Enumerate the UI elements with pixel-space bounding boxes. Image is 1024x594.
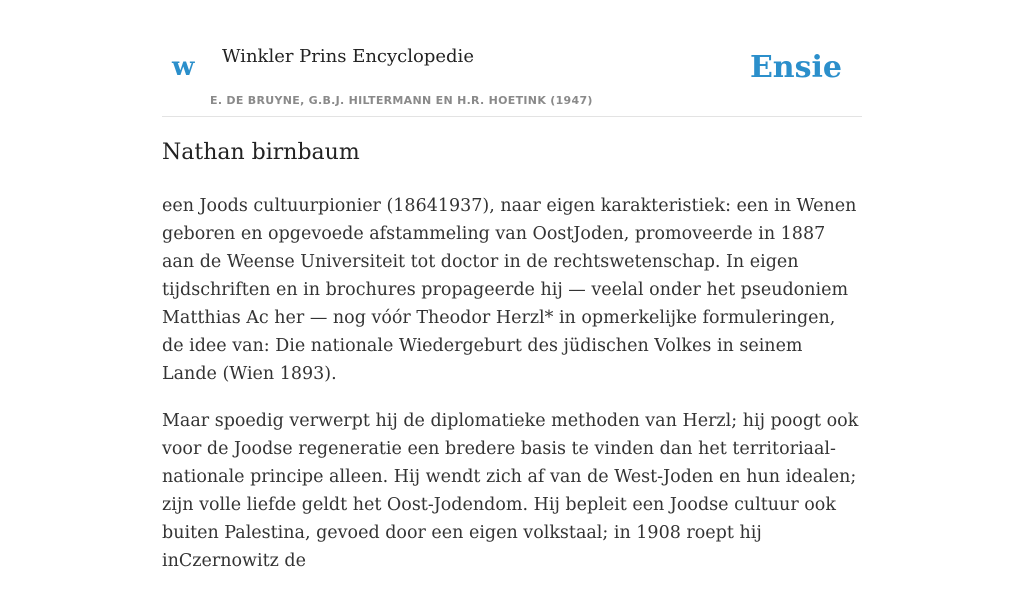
site-title[interactable]: Winkler Prins Encyclopedie [222,46,474,67]
article-title: Nathan birnbaum [162,140,360,165]
page [162,0,862,571]
site-header [162,0,862,117]
article-paragraph: een Joods cultuurpionier (18641937), naar eigen karakteristiek: een in Wenen geboren en opgevoede afstammeling van OostJoden, promoveerde in 1887 aan de Weense Universiteit tot doctor in de rechtswetenschap. In eigen tijdschriften en in brochures propageerde hij — veelal onder het pseudoniem Matthias Ac her — nog vóór Theodor Herzl* in opmerkelijke formuleringen, de idee van: Die nationale Wiedergeburt des jüdischen Volkes in seinem Lande (Wien 1893). [162,196,857,384]
article-paragraph: Maar spoedig verwerpt hij de diplomatieke methoden van Herzl; hij poogt ook voor de Joodse regeneratie een bredere basis te vinden dan het territoriaal-nationale principe alleen. Hij wendt zich af van de West-Joden en hun idealen; zijn volle liefde geldt het Oost-Jodendom. Hij bepleit een Joodse cultuur ook buiten Palestina, gevoed door een eigen volkstaal; in 1908 roept hij inCzernowitz de [162,411,859,571]
authors-line: E. DE BRUYNE, G.B.J. HILTERMANN EN H.R. HOETINK (1947) [210,94,593,107]
logo-icon[interactable]: w [172,52,195,82]
article-body [162,192,862,594]
brand-logo[interactable]: Ensie [749,50,842,85]
